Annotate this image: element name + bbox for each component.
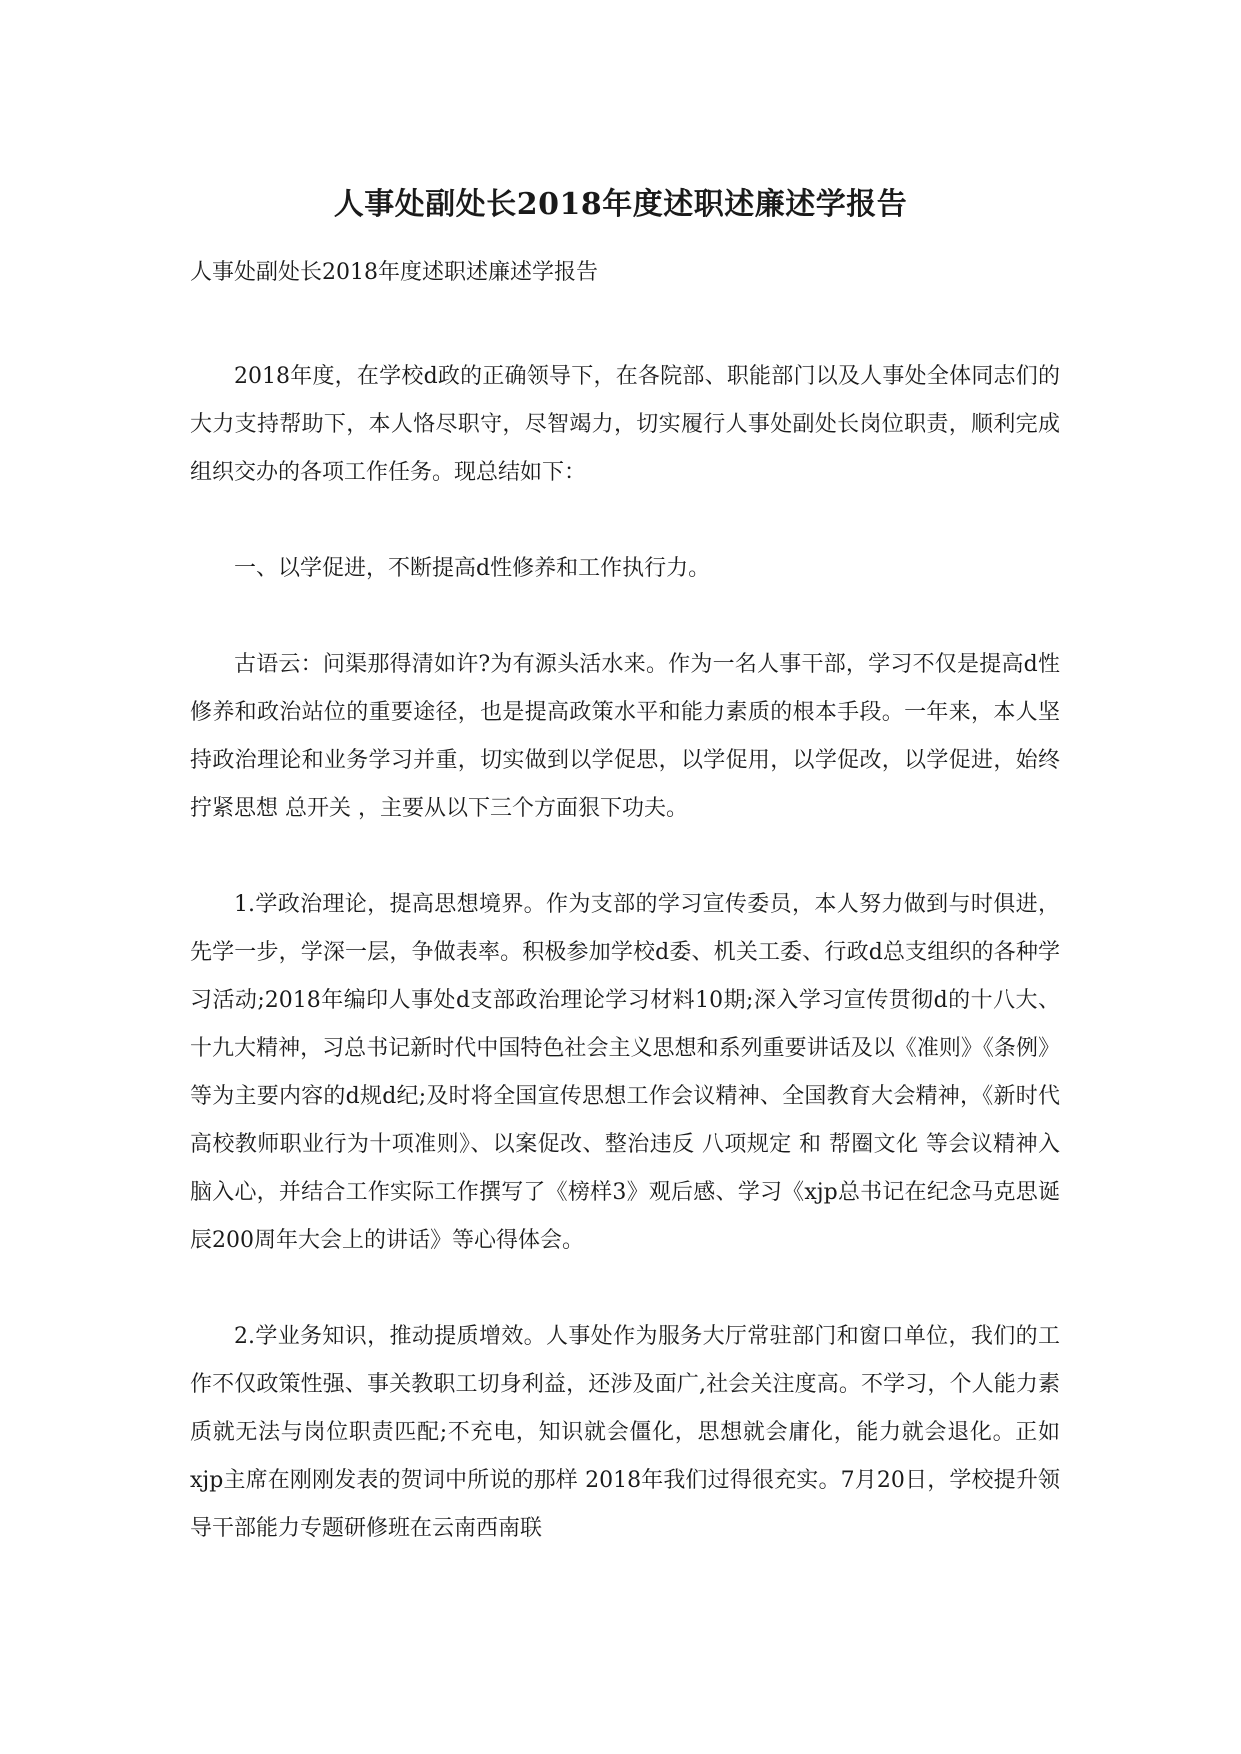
paragraph-gap [190, 497, 1060, 545]
document-title: 人事处副处长2018年度述职述廉述学报告 [333, 187, 908, 222]
section-heading-1: 一、以学促进，不断提高d性修养和工作执行力。 [234, 556, 711, 581]
paragraph-gap [190, 833, 1060, 881]
paragraph-quote: 古语云：问渠那得清如许?为有源头活水来。作为一名人事干部，学习不仅是提高d性修养和政治站位的重要途径，也是提高政策水平和能力素质的根本手段。一年来，本人坚持政治理论和业务学习并重，切实做到以学促思，以学促用，以学促改，以学促进，始终拧紧思想 总开关 ，主要从以下三个方面狠下功夫。 [190, 652, 1060, 821]
paragraph-gap [190, 593, 1060, 641]
paragraph-item-2: 2.学业务知识，推动提质增效。人事处作为服务大厅常驻部门和窗口单位，我们的工作不仅政策性强、事关教职工切身利益，还涉及面广,社会关注度高。不学习，个人能力素质就无法与岗位职责匹配;不充电，知识就会僵化，思想就会庸化，能力就会退化。正如xjp主席在刚刚发表的贺词中所说的那样 2018年我们过得很充实。7月20日，学校提升领导干部能力专题研修班在云南西南联 [190, 1324, 1060, 1541]
paragraph-gap [190, 1265, 1060, 1313]
document-body [190, 353, 1060, 1553]
paragraph-item-1: 1.学政治理论，提高思想境界。作为支部的学习宣传委员，本人努力做到与时俱进，先学一步，学深一层，争做表率。积极参加学校d委、机关工委、行政d总支组织的各种学习活动;2018年编印人事处d支部政治理论学习材料10期;深入学习宣传贯彻d的十八大、十九大精神，习总书记新时代中国特色社会主义思想和系列重要讲话及以《准则》《条例》等为主要内容的d规d纪;及时将全国宣传思想工作会议精神、全国教育大会精神，《新时代高校教师职业行为十项准则》、以案促改、整治违反 八项规定 和 帮圈文化 等会议精神入脑入心，并结合工作实际工作撰写了《榜样3》观后感、学习《xjp总书记在纪念马克思诞辰200周年大会上的讲话》等心得体会。 [190, 892, 1060, 1253]
document-subtitle: 人事处副处长2018年度述职述廉述学报告 [190, 260, 598, 285]
paragraph-intro: 2018年度，在学校d政的正确领导下，在各院部、职能部门以及人事处全体同志们的大力支持帮助下，本人恪尽职守，尽智竭力，切实履行人事处副处长岗位职责，顺利完成组织交办的各项工作任务。现总结如下： [190, 364, 1060, 485]
